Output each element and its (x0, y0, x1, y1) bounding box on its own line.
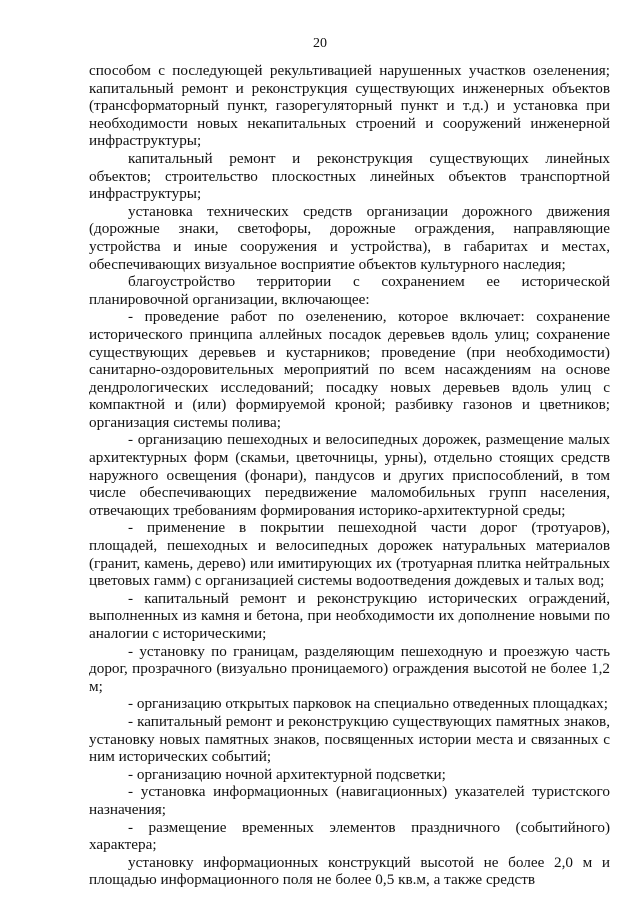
page-number: 20 (313, 36, 327, 51)
paragraph: - организацию открытых парковок на специально отведенных площадках; (128, 695, 608, 713)
paragraph: - применение в покрытии пешеходной части дорог (тротуаров), площадей, пешеходных и велосипедных дорожек натуральных материалов (гранит, камень, дерево) или имитирующих их (тротуарная плитка нейтральных цветовых гамм) с организацией системы водоотведения дождевых и талых вод; (89, 519, 610, 590)
paragraph: - проведение работ по озеленению, которое включает: сохранение исторического принципа аллейных посадок деревьев вдоль улиц; сохранение существующих деревьев и кустарников; проведение (при необходимости) санитарно-оздоровительных мероприятий по всем насаждениям на основе дендрологических исследований; посадку новых деревьев вдоль улиц с компактной и (или) формируемой кроной; разбивку газонов и цветников; организация системы полива; (89, 308, 610, 431)
paragraph: - установку по границам, разделяющим пешеходную и проезжую часть дорог, прозрачного (визуально проницаемого) ограждения высотой не более 1,2 м; (89, 642, 610, 695)
body-text (89, 62, 610, 889)
paragraph: - организацию ночной архитектурной подсветки; (128, 765, 446, 783)
paragraph: - капитальный ремонт и реконструкцию существующих памятных знаков, установку новых памятных знаков, посвященных истории места и связанных с ним исторических событий; (89, 712, 610, 766)
paragraph: установка технических средств организации дорожного движения (дорожные знаки, светофоры, дорожные ограждения, направляющие устройства и иные сооружения и устройства), в габаритах и местах, обеспечивающих визуальное восприятие объектов культурного наследия; (89, 202, 610, 273)
paragraph: благоустройство территории с сохранением ее исторической планировочной организации, включающее: (89, 273, 610, 308)
paragraph: капитальный ремонт и реконструкция существующих линейных объектов; строительство плоскостных линейных объектов транспортной инфраструктуры; (89, 149, 610, 203)
paragraph: - размещение временных элементов праздничного (событийного) характера; (89, 818, 610, 854)
paragraph: установку информационных конструкций высотой не более 2,0 м и площадью информационного поля не более 0,5 кв.м, а также средств (89, 853, 610, 889)
paragraph: - установка информационных (навигационных) указателей туристского назначения; (89, 783, 610, 818)
paragraph: - капитальный ремонт и реконструкцию исторических ограждений, выполненных из камня и бетона, при необходимости их дополнение новыми по аналогии с историческими; (89, 589, 610, 642)
paragraph: способом с последующей рекультивацией нарушенных участков озеленения; капитальный ремонт и реконструкция существующих инженерных объектов (трансформаторный пункт, газорегуляторный пункт и т.д.) и установка при необходимости новых некапитальных строений и сооружений инженерной инфраструктуры; (89, 62, 610, 150)
paragraph: - организацию пешеходных и велосипедных дорожек, размещение малых архитектурных форм (скамьи, цветочницы, урны), отдельно стоящих средств наружного освещения (фонари), пандусов и других приспособлений, в том числе обеспечивающих передвижение маломобильных групп населения, отвечающих требованиям формирования историко-архитектурной среды; (89, 431, 610, 519)
